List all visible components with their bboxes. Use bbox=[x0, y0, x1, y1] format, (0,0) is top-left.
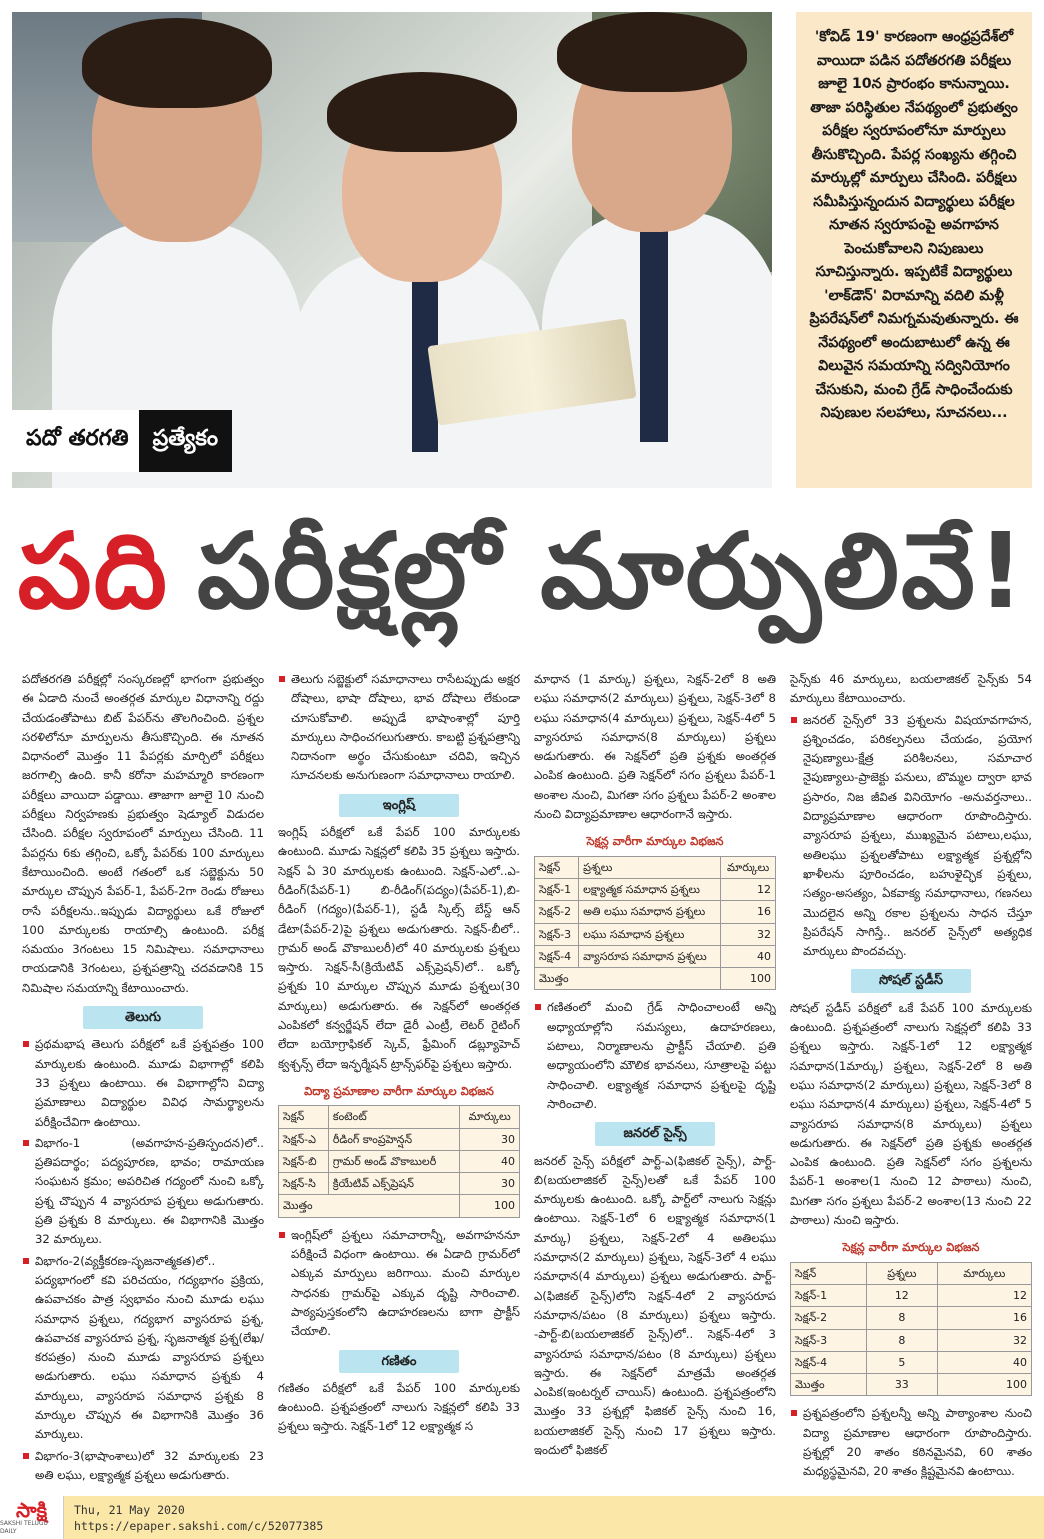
table-cell: 16 bbox=[721, 901, 776, 923]
table-header-row bbox=[791, 1262, 1032, 1284]
table-cell: 8 bbox=[867, 1329, 938, 1351]
logo-subtext: SAKSHI TELUGU DAILY bbox=[0, 1519, 48, 1535]
bullet-paragraph: జనరల్ సైన్స్‌లో 33 ప్రశ్నలను విషయావగాహన, ప్రశ్నించడం, పరికల్పనలు చేయడం, ప్రయోగ నైపుణ్యాలు-క్షేత్ర పరిశీలనలు, సమాచార నైపుణ్యాలు-ప్రాజెక్టు పనులు, బొమ్మల ద్వారా భావ ప్రసారం, నిజ జీవిత వినియోగం -అనువర్తనాలు.. విద్యాప్రమాణాల ఆధారంగా రూపొందిస్తారు. వ్యాసరూప ప్రశ్నలు, ముఖ్యమైన పటాలు,లఘు, అతిలఘు ప్రశ్నలతోపాటు లక్ష్యాత్మక ప్రశ్నల్లోని ఖాళీలను పూరించడం, బహుళైచ్ఛిక ప్రశ్నలు, సత్యం-అసత్యం, ఏకవాక్య సమాధానాలు, గణనలు మొదలైన అన్ని రకాల ప్రశ్నలను సాధన చేస్తూ ప్రిపరేషన్ సాగిస్తే.. జనరల్ సైన్స్‌లో అత్యధిక మార్కులు పొందవచ్చు. bbox=[790, 711, 1032, 962]
subheading-telugu: తెలుగు bbox=[83, 1006, 203, 1029]
article-columns bbox=[22, 670, 1032, 1492]
paragraph: పదోతరగతి పరీక్షల్లో సంస్కరణల్లో భాగంగా ప్రభుత్వం ఈ ఏడాది నుంచే అంతర్గత మార్కుల విధానాన్ని రద్దు చేయడంతోపాటు బిట్ పేపర్‌ను తొలగించింది. ప్రశ్నల సరళిలోనూ మార్పులను తీసుకొచ్చింది. ఈ నూతన విధానంలో మొత్తం 11 పేపర్లకు మార్చిలో పరీక్షలు జరగాల్సి ఉంది. కానీ కరోనా మహమ్మారి కారణంగా పరీక్షలు వాయిదా పడ్డాయి. తాజాగా జూలై 10 నుంచి పరీక్షలు నిర్వహణకు ప్రభుత్వం షెడ్యూల్ విడుదల చేసింది. పరీక్షల స్వరూపంలో మార్పులు చేసింది. 11 పేపర్లను 6కు తగ్గించి, ఒక్కో పేపర్‌కు 100 మార్కులు కేటాయించింది. అంటే గతంలో ఒక సబ్జెక్టును 50 మార్కుల చొప్పున పేపర్-1, పేపర్-2గా రెండు రోజులు రాసే పరీక్షలను..ఇప్పుడు విద్యార్థులు ఒకే రోజులో 100 మార్కులకు రాయాల్సి ఉంటుంది. పరీక్ష సమయం 3గంటలు 15 నిమిషాలు. సమాధానాలు రాయడానికి 3గంటలు, ప్రశ్నపత్రాన్ని చదవడానికి 15 నిమిషాల సమయాన్ని కేటాయించారు. bbox=[22, 672, 264, 995]
paragraph: జనరల్ సైన్స్ పరీక్షలో పార్ట్-ఎ(ఫిజికల్ సైన్స్), పార్ట్-బి(బయలాజికల్ సైన్స్)లతో ఒకే పేపర్ 100 మార్కులకు ఉంటుంది. ఒక్కో పార్ట్‌లో నాలుగు సెక్షన్లు ఉంటాయి. సెక్షన్-1లో 6 లక్ష్యాత్మక సమాధాన(1 మార్కు) ప్రశ్నలు, సెక్షన్-2లో 4 అతిలఘు సమాధాన(2 మార్కులు) ప్రశ్నలు, సెక్షన్-3లో 4 లఘు సమాధాన(4 మార్కులు) ప్రశ్నలు అడుగుతారు. పార్ట్-ఎ(ఫిజికల్ సైన్స్)లోని సెక్షన్-4లో 2 వ్యాసరూప సమాధాన/పటం (8 మార్కులు) ప్రశ్నలు ఇస్తారు. -పార్ట్-బి(బయలాజికల్ సైన్స్)లో.. సెక్షన్-4లో 3 వ్యాసరూప సమాధాన/పటం (8 మార్కులు) ప్రశ్నలు ఇస్తారు. ఈ సెక్షన్‌లో మాత్రమే అంతర్గత ఎంపిక(ఇంటర్నల్ చాయిస్) ఉంటుంది. ప్రశ్నపత్రంలోని మొత్తం 33 ప్రశ్నల్లో ఫిజికల్ సైన్స్ నుంచి 16, బయలాజికల్ సైన్స్ నుంచి 17 ప్రశ్నలు ఇస్తారు. ఇందులో ఫిజికల్ bbox=[534, 1153, 776, 1457]
table-cell: 32 bbox=[721, 923, 776, 945]
column-3 bbox=[534, 670, 776, 1492]
bullet-paragraph: ఇంగ్లిష్‌లో ప్రశ్నలు సమాచారాన్నీ, అవగాహననూ పరీక్షించే విధంగా ఉంటాయి. ఈ ఏడాది గ్రామర్‌లో ఎక్కువ మార్పులు జరిగాయి. మంచి మార్కుల సాధనకు గ్రామర్‌పై ఎక్కువ దృష్టి సారించాలి. పాఠ్యపుస్తకంలోని ఉదాహరణలను బాగా ప్రాక్టీస్ చేయాలి. bbox=[278, 1226, 520, 1342]
table-row bbox=[535, 901, 776, 923]
table-cell: సెక్షన్-4 bbox=[791, 1351, 867, 1373]
table-row bbox=[535, 878, 776, 900]
footer-info bbox=[64, 1502, 323, 1534]
table-cell: రీడింగ్ కాంప్రహెన్షన్ bbox=[328, 1128, 459, 1150]
table-row bbox=[279, 1150, 520, 1172]
subheading-english: ఇంగ్లిష్ bbox=[339, 794, 459, 817]
table-cell: 12 bbox=[937, 1284, 1031, 1306]
headline-rest: పరీక్షల్లో మార్పులివే! bbox=[196, 510, 1027, 632]
table-title: సెక్షన్ల వారీగా మార్కుల విభజన bbox=[842, 1240, 980, 1255]
table-title: విద్యా ప్రమాణాల వారీగా మార్కుల విభజన bbox=[304, 1083, 494, 1098]
table-header-row bbox=[279, 1106, 520, 1128]
table-cell: 100 bbox=[460, 1195, 520, 1217]
table-cell: లక్ష్యాత్మక సమాధాన ప్రశ్నలు bbox=[579, 878, 721, 900]
bullet-paragraph: విభాగం-1 (అవగాహన-ప్రతిస్పందన)లో.. ప్రతిపదార్థం; పద్యపూరణ, భావం; రామాయణ సంఘటన క్రమం; అపరిచిత గద్యంలో నుంచి ఒక్కో ప్రశ్న చొప్పున 4 వ్యాసరూప ప్రశ్నలు అడుగుతారు. ప్రతి ప్రశ్నకు 8 మార్కులు. ఈ విభాగానికి మొత్తం 32 మార్కులు. bbox=[22, 1134, 264, 1250]
table-cell: సెక్షన్-2 bbox=[791, 1307, 867, 1329]
left-student-hair bbox=[82, 18, 272, 108]
table-cell: సెక్షన్-4 bbox=[535, 945, 579, 967]
bullet-paragraph: విభాగం-3(భాషాంశాలు)లో 32 మార్కులకు 23 అతి లఘు, లక్ష్యాత్మక ప్రశ్నలు అడుగుతారు. bbox=[22, 1447, 264, 1486]
footer-bar bbox=[0, 1496, 1044, 1539]
bullet-paragraph: ప్రథమభాష తెలుగు పరీక్షలో ఒకే ప్రశ్నపత్రం 100 మార్కులకు ఉంటుంది. మూడు విభాగాల్లో కలిపి 33 ప్రశ్నలు ఉంటాయి. ఈ విభాగాల్లోని విద్యా ప్రమాణాలు విద్యార్థుల వివిధ సామర్థ్యాలను పరీక్షించేవిగా ఉంటాయి. bbox=[22, 1035, 264, 1131]
table-row bbox=[279, 1173, 520, 1195]
table-cell: సెక్షన్-1 bbox=[535, 878, 579, 900]
table-cell: సెక్షన్-బి bbox=[279, 1150, 329, 1172]
table-row bbox=[791, 1351, 1032, 1373]
table-cell: సెక్షన్-1 bbox=[791, 1284, 867, 1306]
right-student-tie bbox=[640, 222, 668, 442]
table-cell: మొత్తం bbox=[535, 968, 721, 990]
table-cell: మొత్తం bbox=[279, 1195, 460, 1217]
table-row bbox=[535, 945, 776, 967]
table-cell: సెక్షన్-2 bbox=[535, 901, 579, 923]
sakshi-logo[interactable] bbox=[0, 1496, 64, 1539]
table-row bbox=[535, 923, 776, 945]
table-cell: క్రియేటివ్ ఎక్స్‌ప్రెషన్ bbox=[328, 1173, 459, 1195]
table-header: సెక్షన్ bbox=[791, 1262, 867, 1284]
table-cell: వ్యాసరూప సమాధాన ప్రశ్నలు bbox=[579, 945, 721, 967]
column-2 bbox=[278, 670, 520, 1492]
paragraph: గణితం పరీక్షలో ఒకే పేపర్ 100 మార్కులకు ఉంటుంది. ప్రశ్నపత్రంలో నాలుగు సెక్షన్లలో కలిపి 33 ప్రశ్నలు ఇస్తారు. సెక్షన్-1లో 12 లక్ష్యాత్మక స bbox=[278, 1380, 520, 1434]
table-cell: 32 bbox=[937, 1329, 1031, 1351]
table-cell: సెక్షన్-3 bbox=[791, 1329, 867, 1351]
table-row bbox=[791, 1307, 1032, 1329]
bullet-paragraph: ప్రశ్నపత్రంలోని ప్రశ్నలన్నీ అన్ని పాఠ్యాంశాల నుంచి విద్యా ప్రమాణాల ఆధారంగా రూపొందిస్తారు. ప్రశ్నల్లో 20 శాతం కఠినమైనవి, 60 శాతం మధ్యస్థమైనవి, 20 శాతం క్లిష్టమైనవి ఉంటాయి. bbox=[790, 1404, 1032, 1481]
tag-part1: పదో తరగతి bbox=[12, 410, 139, 472]
table-cell: సెక్షన్-సి bbox=[279, 1173, 329, 1195]
social-marks-table bbox=[790, 1262, 1032, 1397]
table-row bbox=[791, 1329, 1032, 1351]
subheading-social-studies: సోషల్ స్టడీస్ bbox=[851, 969, 971, 992]
paragraph: మాధాన (1 మార్కు) ప్రశ్నలు, సెక్షన్-2లో 8 అతి లఘు సమాధాన(2 మార్కులు) ప్రశ్నలు, సెక్షన్-3లో 8 లఘు సమాధాన(4 మార్కులు) ప్రశ్నలు, సెక్షన్-4లో 5 వ్యాసరూప సమాధాన(8 మార్కులు) ప్రశ్నలు అడుగుతారు. ఈ సెక్షన్‌లో ప్రతి ప్రశ్నకు అంతర్గత ఎంపిక ఉంటుంది. ప్రతి సెక్షన్‌లో సగం ప్రశ్నలు పేపర్-1 అంశాల నుంచి, మిగతా సగం ప్రశ్నలు పేపర్-2 అంశాల నుంచి విద్యాప్రమాణాల ఆధారంగానే ఇస్తారు. bbox=[534, 672, 776, 822]
table-cell: 100 bbox=[721, 968, 776, 990]
table-total-row bbox=[279, 1195, 520, 1217]
table-header: ప్రశ్నలు bbox=[579, 856, 721, 878]
column-4 bbox=[790, 670, 1032, 1492]
table-header-row bbox=[535, 856, 776, 878]
table-title: సెక్షన్ల వారీగా మార్కుల విభజన bbox=[586, 834, 724, 849]
table-cell: లఘు సమాధాన ప్రశ్నలు bbox=[579, 923, 721, 945]
subheading-maths: గణితం bbox=[339, 1350, 459, 1373]
maths-marks-table bbox=[534, 856, 776, 991]
table-cell: 40 bbox=[937, 1351, 1031, 1373]
paragraph: ఇంగ్లిష్ పరీక్షలో ఒకే పేపర్ 100 మార్కులకు ఉంటుంది. మూడు సెక్షన్లలో కలిపి 35 ప్రశ్నలు ఇస్తారు. సెక్షన్ ఏ 30 మార్కులకు ఉంటుంది. సెక్షన్-ఎలో..ఎ-రీడింగ్(పేపర్-1) బి-రీడింగ్(పద్యం)(పేపర్-1),బి-రీడింగ్ (గద్యం)(పేపర్-1), స్టడీ స్కిల్స్ బేస్డ్ ఆన్ డేటా(పేపర్-2)పై ప్రశ్నలు అడుగుతారు. సెక్షన్-బీలో.. గ్రామర్ అండ్ వొకాబులరీ)లో 40 మార్కులకు ప్రశ్నలు ఇస్తారు. సెక్షన్-సీ(క్రియేటివ్ ఎక్స్‌ప్రెషన్)లో.. ఒక్కో ప్రశ్నకు 10 మార్కుల చొప్పున మూడు ప్రశ్నలు(30 మార్కులు) అడుగుతారు. ఈ సెక్షన్‌లో అంతర్గత ఎంపికలో కన్వర్జేషన్ లేదా డైరీ ఎంట్రీ, లెటర్ రైటింగ్ లేదా బయోగ్రాఫికల్ స్కెచ్, ఫ్రేమింగ్ డబ్ల్యూహెచ్ క్వశ్చన్స్ లేదా ఇన్ఫర్మేషన్ ట్రాన్స్‌ఫర్‌పై ప్రశ్నలు ఇస్తారు. bbox=[278, 825, 520, 1071]
table-cell: 40 bbox=[721, 945, 776, 967]
table-row bbox=[279, 1128, 520, 1150]
table-cell: 12 bbox=[721, 878, 776, 900]
table-row bbox=[791, 1284, 1032, 1306]
table-cell: 40 bbox=[460, 1150, 520, 1172]
table-header: మార్కులు bbox=[937, 1262, 1031, 1284]
table-cell: 100 bbox=[937, 1374, 1031, 1396]
subheading-general-science: జనరల్ సైన్స్ bbox=[595, 1122, 715, 1145]
table-cell: అతి లఘు సమాధాన ప్రశ్నలు bbox=[579, 901, 721, 923]
tag-part2: ప్రత్యేకం bbox=[139, 410, 232, 472]
bullet-paragraph: గణితంలో మంచి గ్రేడ్ సాధించాలంటే అన్ని అధ్యాయాల్లోని సమస్యలు, ఉదాహరణలు, పటాలు, నిర్మాణాలను ప్రాక్టీస్ చేయాలి. ప్రతి అధ్యాయంలోని మౌలిక భావనలు, సూత్రాలపై పట్టు సాధించాలి. లక్ష్యాత్మక సమాధాన ప్రశ్నలపై దృష్టి సారించాలి. bbox=[534, 998, 776, 1114]
paragraph: సోషల్ స్టడీస్ పరీక్షలో ఒకే పేపర్ 100 మార్కులకు ఉంటుంది. ప్రశ్నపత్రంలో నాలుగు సెక్షన్లలో కలిపి 33 ప్రశ్నలు ఇస్తారు. సెక్షన్-1లో 12 లక్ష్యాత్మక సమాధాన(1మార్కు) ప్రశ్నలు, సెక్షన్-2లో 8 అతి లఘు సమాధాన(2 మార్కులు) ప్రశ్నలు, సెక్షన్-3లో 8 లఘు సమాధాన(4 మార్కులు) ప్రశ్నలు, సెక్షన్-4లో 5 వ్యాసరూప సమాధాన(8 మార్కులు) ప్రశ్నలు అడుగుతారు. ఈ సెక్షన్‌లో ప్రతి ప్రశ్నకు అంతర్గత ఎంపిక ఉంటుంది. ప్రతి సెక్షన్‌లో సగం ప్రశ్నలను పేపర్-1 అంశాల(1 నుంచి 12 పాఠాలు) నుంచి, మిగతా సగం ప్రశ్నలు పేపర్-2 అంశాల(13 నుంచి 22 పాఠాలు) నుంచి ఇస్తారు. bbox=[790, 1000, 1032, 1228]
table-total-row bbox=[791, 1374, 1032, 1396]
edition-date: Thu, 21 May 2020 bbox=[74, 1502, 185, 1517]
table-cell: 30 bbox=[460, 1128, 520, 1150]
section-tag bbox=[12, 410, 232, 472]
girl-student-hair bbox=[327, 72, 517, 152]
table-header: కంటెంట్ bbox=[328, 1106, 459, 1128]
table-header: మార్కులు bbox=[721, 856, 776, 878]
page-url-link[interactable]: https://epaper.sakshi.com/c/52077385 bbox=[74, 1518, 324, 1533]
table-header: మార్కులు bbox=[460, 1106, 520, 1128]
table-cell: 8 bbox=[867, 1307, 938, 1329]
table-cell: 5 bbox=[867, 1351, 938, 1373]
logo-text: సాక్షి bbox=[15, 1497, 48, 1522]
table-cell: 12 bbox=[867, 1284, 938, 1306]
column-1 bbox=[22, 670, 264, 1492]
table-cell: సెక్షన్-ఎ bbox=[279, 1128, 329, 1150]
table-total-row bbox=[535, 968, 776, 990]
headline bbox=[12, 508, 1032, 660]
table-header: సెక్షన్ bbox=[279, 1106, 329, 1128]
table-header: సెక్షన్ bbox=[535, 856, 579, 878]
table-cell: 30 bbox=[460, 1173, 520, 1195]
table-cell: గ్రామర్ అండ్ వొకాబులరీ bbox=[328, 1150, 459, 1172]
bullet-paragraph: తెలుగు సబ్జెక్టులో సమాధానాలు రాసేటప్పుడు అక్షర దోషాలు, భాషా దోషాలు, భావ దోషాలు లేకుండా చూసుకోవాలి. అప్పుడే భాషాంశాల్లో పూర్తి మార్కులు సాధించగలుగుతారు. కాబట్టి ప్రశ్నపత్రాన్ని నిదానంగా అర్థం చేసుకుంటూ చదివి, ఇచ్చిన సూచనలకు అనుగుణంగా సమాధానాలు రాయాలి. bbox=[278, 670, 520, 786]
table-cell: 16 bbox=[937, 1307, 1031, 1329]
table-header: ప్రశ్నలు bbox=[867, 1262, 938, 1284]
right-student-hair bbox=[557, 12, 747, 92]
bullet-paragraph: విభాగం-2(వ్యక్తీకరణ-సృజనాత్మకత)లో.. పద్యభాగంలో కవి పరిచయం, గద్యభాగం ప్రక్రియ, ఉపవాచకం పాత్ర స్వభావం నుంచి మూడు లఘు సమాధాన ప్రశ్నలు, గద్యభాగ వ్యాసరూప ప్రశ్న, ఉపవాచక వ్యాసరూప ప్రశ్న, సృజనాత్మక ప్రశ్న(లేఖ/కరపత్రం) నుంచి మూడు వ్యాసరూప ప్రశ్నలు అడుగుతారు. లఘు సమాధాన ప్రశ్నకు 4 మార్కులు, వ్యాసరూప సమాధాన ప్రశ్నకు 8 మార్కుల చొప్పున ఈ విభాగానికి మొత్తం 36 మార్కులు. bbox=[22, 1252, 264, 1445]
paragraph: సైన్స్‌కు 46 మార్కులు, బయలాజికల్ సైన్స్‌కు 54 మార్కులు కేటాయించారు. bbox=[790, 672, 1032, 706]
english-marks-table bbox=[278, 1105, 520, 1217]
table-cell: సెక్షన్-3 bbox=[535, 923, 579, 945]
intro-box: 'కోవిడ్ 19' కారణంగా ఆంధ్రప్రదేశ్‌లో వాయిదా పడిన పదోతరగతి పరీక్షలు జూలై 10న ప్రారంభం కానున్నాయి. తాజా పరిస్థితుల నేపథ్యంలో ప్రభుత్వం పరీక్షల స్వరూపంలోనూ మార్పులు తీసుకొచ్చింది. పేపర్ల సంఖ్యను తగ్గించి మార్కుల్లో మార్పులు చేసింది. పరీక్షలు సమీపిస్తున్నందున విద్యార్థులు పరీక్షల నూతన స్వరూపంపై అవగాహన పెంచుకోవాలని నిపుణులు సూచిస్తున్నారు. ఇప్పటికే విద్యార్థులు 'లాక్‌డౌన్' విరామాన్ని వదిలి మళ్లీ ప్రిపరేషన్‌లో నిమగ్నమవుతున్నారు. ఈ నేపథ్యంలో అందుబాటులో ఉన్న ఈ విలువైన సమయాన్ని సద్వినియోగం చేసుకుని, మంచి గ్రేడ్ సాధించేందుకు నిపుణుల సలహాలు, సూచనలు... bbox=[796, 12, 1032, 488]
table-cell: మొత్తం bbox=[791, 1374, 867, 1396]
headline-red: పది bbox=[17, 510, 169, 632]
table-cell: 33 bbox=[867, 1374, 938, 1396]
